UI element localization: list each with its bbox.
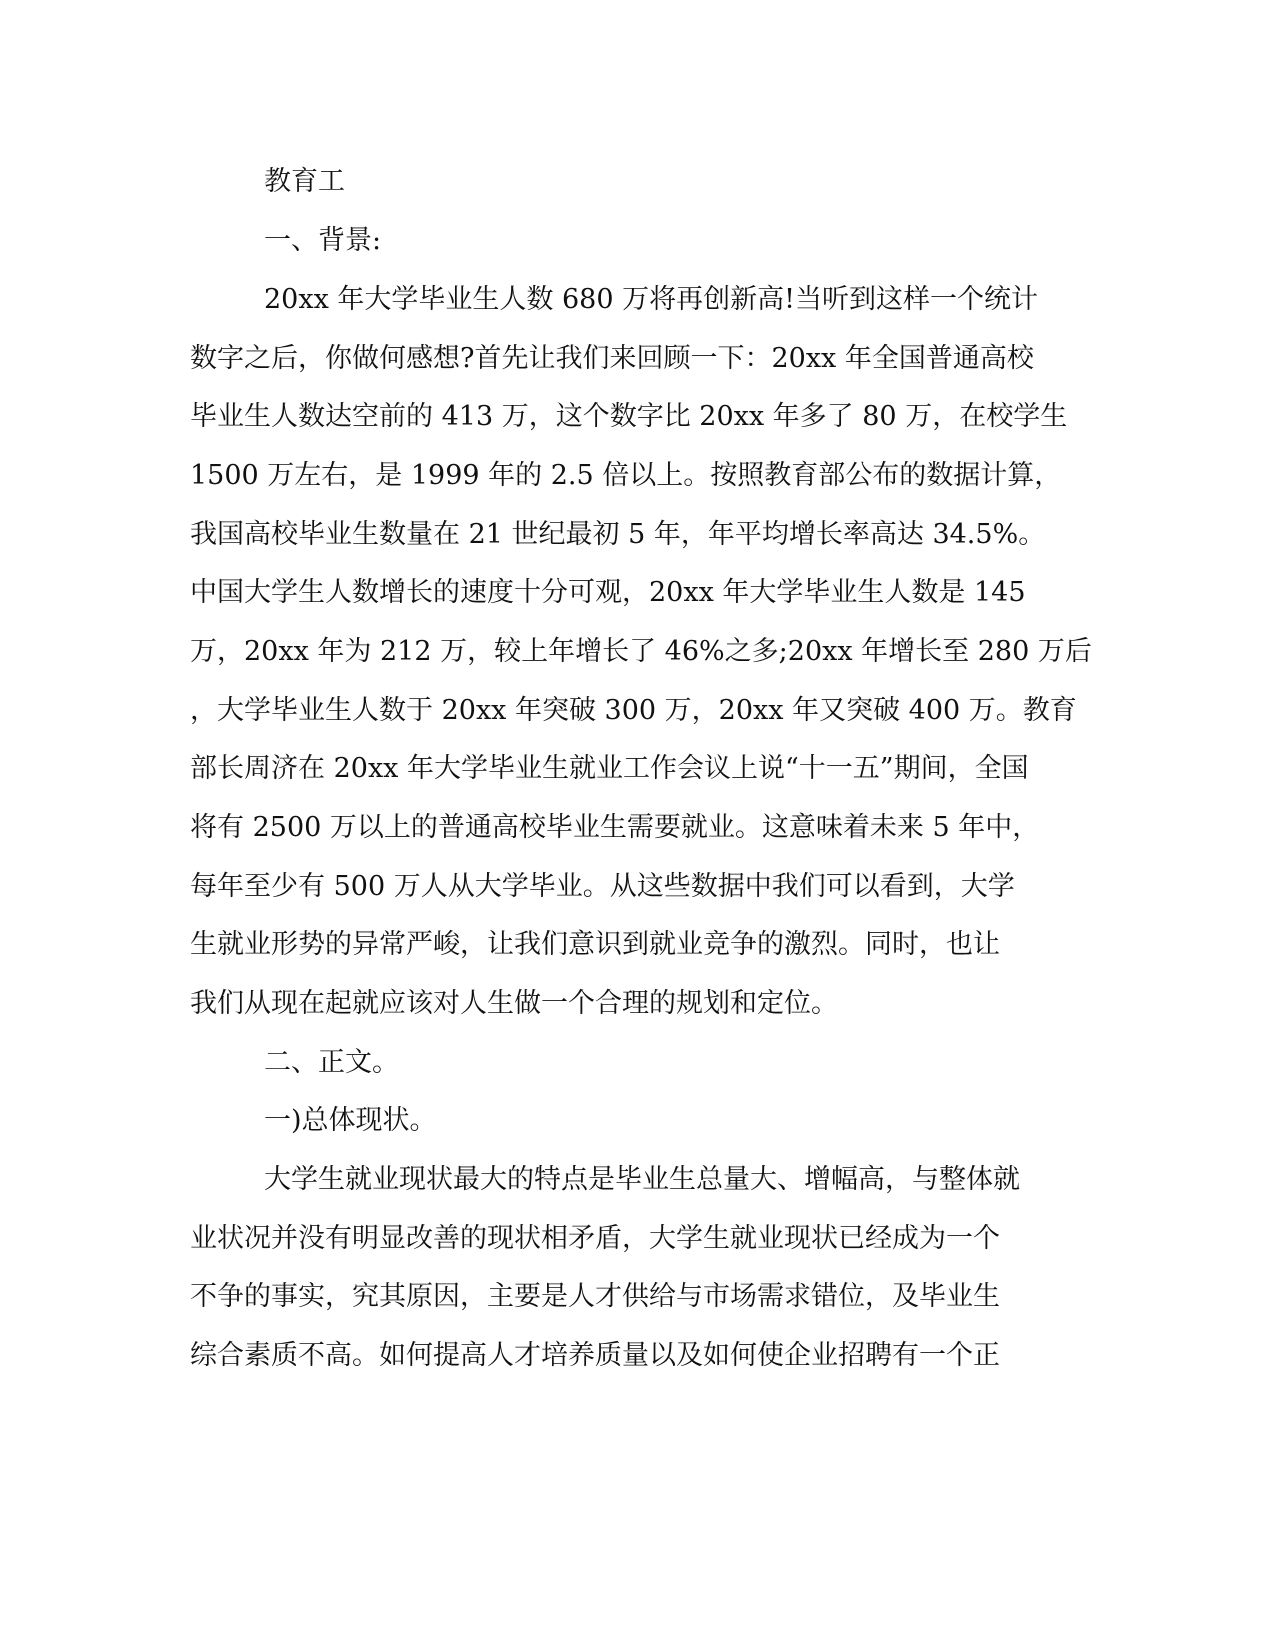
paragraph-line: 毕业生人数达空前的 413 万，这个数字比 20xx 年多了 80 万，在校学生 (190, 401, 1068, 432)
paragraph-line: 我们从现在起就应该对人生做一个合理的规划和定位。 (190, 988, 838, 1019)
paragraph-line: 生就业形势的异常严峻，让我们意识到就业竞争的激烈。同时，也让 (190, 929, 1000, 960)
paragraph-line: 综合素质不高。如何提高人才培养质量以及如何使企业招聘有一个正 (190, 1340, 1000, 1371)
paragraph-line: 部长周济在 20xx 年大学毕业生就业工作会议上说“十一五”期间，全国 (190, 753, 1029, 784)
subsection-title-overview: 一)总体现状。 (264, 1105, 437, 1136)
paragraph-line: 不争的事实，究其原因，主要是人才供给与市场需求错位，及毕业生 (190, 1281, 1000, 1312)
document-heading: 教育工 (264, 166, 345, 197)
paragraph-line: 万，20xx 年为 212 万，较上年增长了 46%之多;20xx 年增长至 280 万后 (190, 636, 1092, 667)
paragraph-line: 1500 万左右，是 1999 年的 2.5 倍以上。按照教育部公布的数据计算， (190, 460, 1062, 491)
paragraph-line: 我国高校毕业生数量在 21 世纪最初 5 年，年平均增长率高达 34.5%。 (190, 519, 1046, 550)
paragraph-line: 将有 2500 万以上的普通高校毕业生需要就业。这意味着未来 5 年中， (190, 812, 1040, 843)
paragraph-line: 业状况并没有明显改善的现状相矛盾，大学生就业现状已经成为一个 (190, 1223, 1000, 1254)
paragraph-line: 20xx 年大学毕业生人数 680 万将再创新高!当听到这样一个统计 (264, 284, 1038, 315)
paragraph-line: 大学生就业现状最大的特点是毕业生总量大、增幅高，与整体就 (264, 1164, 1020, 1195)
paragraph-line: 数字之后，你做何感想?首先让我们来回顾一下：20xx 年全国普通高校 (190, 343, 1034, 374)
section-title-main: 二、正文。 (264, 1047, 399, 1078)
paragraph-line: 中国大学生人数增长的速度十分可观，20xx 年大学毕业生人数是 145 (190, 577, 1026, 608)
paragraph-line: ，大学毕业生人数于 20xx 年突破 300 万，20xx 年又突破 400 万。教育 (190, 695, 1077, 726)
section-title-background: 一、背景: (264, 225, 382, 256)
paragraph-line: 每年至少有 500 万人从大学毕业。从这些数据中我们可以看到，大学 (190, 871, 1015, 902)
